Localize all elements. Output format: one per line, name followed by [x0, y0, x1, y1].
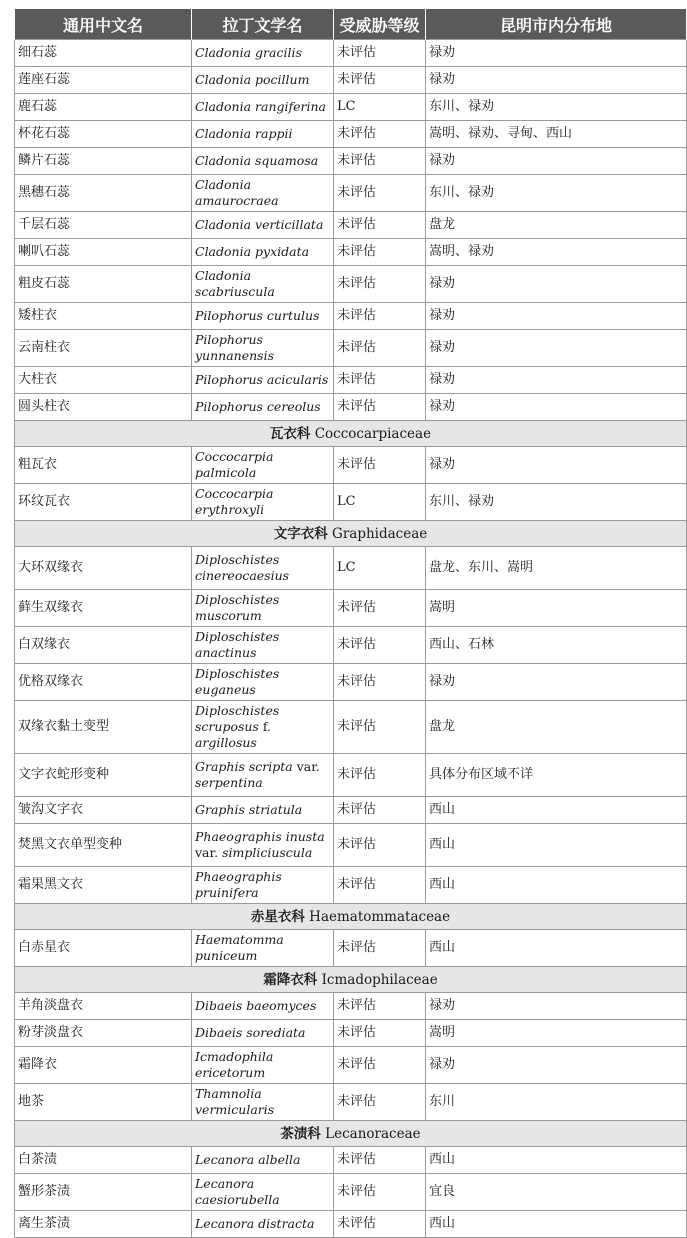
chinese-name-cell: 白赤星衣 — [15, 930, 192, 967]
chinese-name-cell: 白双缘衣 — [15, 627, 192, 664]
chinese-name-cell: 大环双缘衣 — [15, 547, 192, 590]
family-latin-name: Coccocarpiaceae — [314, 425, 432, 442]
latin-name-part: Diploschistes anactinus — [195, 629, 280, 660]
threat-level-cell: 未评估 — [334, 930, 426, 967]
latin-name-cell — [192, 1047, 334, 1084]
distribution-cell: 禄劝 — [426, 664, 687, 701]
latin-name-part: Cladonia squamosa — [195, 153, 319, 168]
table-row — [15, 303, 687, 330]
header-chinese-name: 通用中文名 — [15, 9, 192, 40]
latin-name-part: Cladonia scabriuscula — [195, 268, 275, 299]
distribution-cell: 盘龙、东川、嵩明 — [426, 547, 687, 590]
latin-name-cell — [192, 175, 334, 212]
family-chinese-name: 文字衣科 — [273, 525, 328, 542]
family-header — [15, 904, 687, 930]
latin-name-cell — [192, 547, 334, 590]
threat-level-cell: 未评估 — [334, 664, 426, 701]
threat-level-cell: 未评估 — [334, 867, 426, 904]
table-row — [15, 330, 687, 367]
latin-name-part: Coccocarpia palmicola — [195, 449, 274, 480]
distribution-cell: 禄劝 — [426, 330, 687, 367]
latin-name-part: Cladonia rappii — [195, 126, 293, 141]
distribution-cell: 东川、禄劝 — [426, 175, 687, 212]
chinese-name-cell: 矮柱衣 — [15, 303, 192, 330]
distribution-cell: 西山 — [426, 1147, 687, 1174]
latin-name-cell — [192, 701, 334, 754]
chinese-name-cell: 霜降衣 — [15, 1047, 192, 1084]
distribution-cell: 禄劝 — [426, 394, 687, 421]
table-row — [15, 67, 687, 94]
chinese-name-cell: 焚黑文衣单型变种 — [15, 824, 192, 867]
distribution-cell: 具体分布区域不详 — [426, 754, 687, 797]
chinese-name-cell: 粉芽淡盘衣 — [15, 1020, 192, 1047]
latin-name-cell — [192, 67, 334, 94]
latin-name-cell — [192, 40, 334, 67]
table-row — [15, 94, 687, 121]
latin-name-part: Cladonia pocillum — [195, 72, 310, 87]
latin-name-part: var. — [195, 845, 223, 860]
chinese-name-cell: 大柱衣 — [15, 367, 192, 394]
threat-level-cell: 未评估 — [334, 1020, 426, 1047]
threat-level-cell: 未评估 — [334, 148, 426, 175]
latin-name-cell — [192, 1211, 334, 1238]
chinese-name-cell: 粗皮石蕊 — [15, 266, 192, 303]
threat-level-cell: 未评估 — [334, 1174, 426, 1211]
threat-level-cell: 未评估 — [334, 303, 426, 330]
table-row — [15, 1047, 687, 1084]
threat-level-cell: 未评估 — [334, 40, 426, 67]
table-row — [15, 664, 687, 701]
distribution-cell: 西山 — [426, 930, 687, 967]
latin-name-part: Phaeographis pruinifera — [195, 869, 282, 900]
threat-level-cell: 未评估 — [334, 590, 426, 627]
latin-name-part: Cladonia verticillata — [195, 217, 324, 232]
latin-name-cell — [192, 212, 334, 239]
family-chinese-name: 茶渍科 — [280, 1125, 321, 1142]
latin-name-cell — [192, 867, 334, 904]
distribution-cell: 禄劝 — [426, 40, 687, 67]
latin-name-part: Pilophorus yunnanensis — [195, 332, 274, 363]
latin-name-cell — [192, 1174, 334, 1211]
latin-name-part: Thamnolia vermicularis — [195, 1086, 275, 1117]
table-row — [15, 867, 687, 904]
chinese-name-cell: 霜果黑文衣 — [15, 867, 192, 904]
threat-level-cell: 未评估 — [334, 754, 426, 797]
latin-name-cell — [192, 266, 334, 303]
threat-level-cell: 未评估 — [334, 824, 426, 867]
latin-name-cell — [192, 447, 334, 484]
species-table — [14, 9, 687, 1238]
distribution-cell: 盘龙 — [426, 212, 687, 239]
table-row — [15, 797, 687, 824]
chinese-name-cell: 蟹形茶渍 — [15, 1174, 192, 1211]
distribution-cell: 宜良 — [426, 1174, 687, 1211]
family-header — [15, 421, 687, 447]
latin-name-cell — [192, 930, 334, 967]
distribution-cell: 禄劝 — [426, 447, 687, 484]
threat-level-cell: 未评估 — [334, 1084, 426, 1121]
latin-name-cell — [192, 590, 334, 627]
threat-level-cell: 未评估 — [334, 67, 426, 94]
chinese-name-cell: 皱沟文字衣 — [15, 797, 192, 824]
chinese-name-cell: 优格双缘衣 — [15, 664, 192, 701]
table-row — [15, 993, 687, 1020]
latin-name-part: f. — [258, 719, 271, 734]
threat-level-cell: 未评估 — [334, 797, 426, 824]
distribution-cell: 西山 — [426, 797, 687, 824]
chinese-name-cell: 鹿石蕊 — [15, 94, 192, 121]
distribution-cell: 西山 — [426, 1211, 687, 1238]
distribution-cell: 西山 — [426, 867, 687, 904]
latin-name-cell — [192, 797, 334, 824]
latin-name-cell — [192, 121, 334, 148]
latin-name-cell — [192, 664, 334, 701]
threat-level-cell: 未评估 — [334, 394, 426, 421]
latin-name-part: Pilophorus cereolus — [195, 399, 321, 414]
threat-level-cell: LC — [334, 94, 426, 121]
table-row — [15, 447, 687, 484]
chinese-name-cell: 千层石蕊 — [15, 212, 192, 239]
threat-level-cell: 未评估 — [334, 266, 426, 303]
family-header — [15, 521, 687, 547]
latin-name-part: cinereocaesius — [195, 568, 290, 583]
chinese-name-cell: 羊角淡盘衣 — [15, 993, 192, 1020]
latin-name-cell — [192, 239, 334, 266]
family-header-row — [15, 1121, 687, 1147]
table-row — [15, 701, 687, 754]
latin-name-part: Coccocarpia erythroxyli — [195, 486, 274, 517]
distribution-cell: 东川 — [426, 1084, 687, 1121]
table-row — [15, 40, 687, 67]
table-row — [15, 547, 687, 590]
latin-name-cell — [192, 993, 334, 1020]
table-row — [15, 1147, 687, 1174]
distribution-cell: 盘龙 — [426, 701, 687, 754]
distribution-cell: 东川、禄劝 — [426, 94, 687, 121]
latin-name-part: Cladonia amaurocraea — [195, 177, 279, 208]
table-row — [15, 148, 687, 175]
family-latin-name: Graphidaceae — [332, 525, 428, 542]
chinese-name-cell: 文字衣蛇形变种 — [15, 754, 192, 797]
latin-name-part: Lecanora albella — [195, 1152, 301, 1167]
header-latin-name: 拉丁文学名 — [192, 9, 334, 40]
latin-name-part: Diploschistes muscorum — [195, 592, 280, 623]
latin-name-part: Diploschistes euganeus — [195, 666, 280, 697]
latin-name-cell — [192, 824, 334, 867]
table-row — [15, 824, 687, 867]
distribution-cell: 嵩明 — [426, 590, 687, 627]
chinese-name-cell: 粗瓦衣 — [15, 447, 192, 484]
latin-name-cell — [192, 1147, 334, 1174]
table-row — [15, 212, 687, 239]
chinese-name-cell: 圆头柱衣 — [15, 394, 192, 421]
family-latin-name: Lecanoraceae — [325, 1125, 421, 1142]
threat-level-cell: 未评估 — [334, 701, 426, 754]
table-header — [15, 9, 687, 40]
latin-name-part: Pilophorus curtulus — [195, 308, 320, 323]
family-chinese-name: 瓦衣科 — [269, 425, 311, 442]
distribution-cell: 禄劝 — [426, 303, 687, 330]
family-header-row — [15, 421, 687, 447]
latin-name-part: Lecanora caesiorubella — [195, 1176, 280, 1207]
distribution-cell: 禄劝 — [426, 367, 687, 394]
distribution-cell: 禄劝 — [426, 266, 687, 303]
distribution-cell: 西山 — [426, 824, 687, 867]
threat-level-cell: LC — [334, 547, 426, 590]
table-row — [15, 754, 687, 797]
distribution-cell: 禄劝 — [426, 67, 687, 94]
table-row — [15, 484, 687, 521]
table-row — [15, 367, 687, 394]
latin-name-part: Cladonia gracilis — [195, 45, 302, 60]
chinese-name-cell: 云南柱衣 — [15, 330, 192, 367]
table-row — [15, 394, 687, 421]
latin-name-part: argillosus — [195, 735, 257, 750]
chinese-name-cell: 杯花石蕊 — [15, 121, 192, 148]
threat-level-cell: 未评估 — [334, 175, 426, 212]
chinese-name-cell: 藓生双缘衣 — [15, 590, 192, 627]
latin-name-part: Cladonia rangiferina — [195, 99, 326, 114]
latin-name-part: serpentina — [195, 775, 263, 790]
threat-level-cell: 未评估 — [334, 367, 426, 394]
latin-name-part: Lecanora distracta — [195, 1216, 315, 1231]
chinese-name-cell: 细石蕊 — [15, 40, 192, 67]
chinese-name-cell: 莲座石蕊 — [15, 67, 192, 94]
threat-level-cell: 未评估 — [334, 212, 426, 239]
distribution-cell: 禄劝 — [426, 1047, 687, 1084]
latin-name-part: Icmadophila ericetorum — [195, 1049, 274, 1080]
chinese-name-cell: 环纹瓦衣 — [15, 484, 192, 521]
header-distribution: 昆明市内分布地 — [426, 9, 687, 40]
family-header — [15, 1121, 687, 1147]
family-header-row — [15, 904, 687, 930]
latin-name-cell — [192, 330, 334, 367]
latin-name-part: Dibaeis sorediata — [195, 1025, 306, 1040]
latin-name-cell — [192, 627, 334, 664]
latin-name-cell — [192, 754, 334, 797]
family-latin-name: Haematommataceae — [309, 908, 451, 925]
threat-level-cell: 未评估 — [334, 330, 426, 367]
table-row — [15, 175, 687, 212]
table-row — [15, 121, 687, 148]
latin-name-part: simpliciuscula — [222, 845, 313, 860]
distribution-cell: 西山、石林 — [426, 627, 687, 664]
chinese-name-cell: 白茶渍 — [15, 1147, 192, 1174]
distribution-cell: 禄劝 — [426, 148, 687, 175]
latin-name-cell — [192, 94, 334, 121]
threat-level-cell: 未评估 — [334, 1211, 426, 1238]
threat-level-cell: 未评估 — [334, 239, 426, 266]
chinese-name-cell: 地茶 — [15, 1084, 192, 1121]
table-row — [15, 627, 687, 664]
chinese-name-cell: 鳞片石蕊 — [15, 148, 192, 175]
table-row — [15, 1211, 687, 1238]
latin-name-part: Diploschistes — [195, 552, 280, 567]
threat-level-cell: 未评估 — [334, 447, 426, 484]
latin-name-cell — [192, 1020, 334, 1047]
latin-name-part: Cladonia pyxidata — [195, 244, 310, 259]
latin-name-cell — [192, 394, 334, 421]
table-row — [15, 590, 687, 627]
distribution-cell: 东川、禄劝 — [426, 484, 687, 521]
latin-name-part: Diploschistes — [195, 703, 280, 718]
latin-name-part: Pilophorus acicularis — [195, 372, 329, 387]
table-row — [15, 1174, 687, 1211]
family-header — [15, 967, 687, 993]
table-row — [15, 1020, 687, 1047]
threat-level-cell: 未评估 — [334, 1147, 426, 1174]
family-header-row — [15, 521, 687, 547]
latin-name-cell — [192, 148, 334, 175]
distribution-cell: 嵩明、禄劝、寻甸、西山 — [426, 121, 687, 148]
family-header-row — [15, 967, 687, 993]
distribution-cell: 禄劝 — [426, 993, 687, 1020]
header-threat-level: 受威胁等级 — [334, 9, 426, 40]
latin-name-part: Haematomma puniceum — [195, 932, 284, 963]
distribution-cell: 嵩明 — [426, 1020, 687, 1047]
latin-name-cell — [192, 303, 334, 330]
threat-level-cell: 未评估 — [334, 993, 426, 1020]
family-latin-name: Icmadophilaceae — [321, 971, 438, 988]
chinese-name-cell: 离生茶渍 — [15, 1211, 192, 1238]
latin-name-cell — [192, 367, 334, 394]
latin-name-part: var. — [292, 759, 320, 774]
chinese-name-cell: 双缘衣黏土变型 — [15, 701, 192, 754]
table-row — [15, 239, 687, 266]
family-chinese-name: 霜降衣科 — [263, 971, 318, 988]
threat-level-cell: 未评估 — [334, 1047, 426, 1084]
latin-name-part: Phaeographis inusta — [195, 829, 325, 844]
table-body — [15, 40, 687, 1238]
latin-name-part: scruposus — [195, 719, 259, 734]
chinese-name-cell: 黑穗石蕊 — [15, 175, 192, 212]
latin-name-part: Graphis scripta — [195, 759, 293, 774]
latin-name-cell — [192, 484, 334, 521]
latin-name-part: Dibaeis baeomyces — [195, 998, 317, 1013]
table-row — [15, 266, 687, 303]
family-chinese-name: 赤星衣科 — [250, 908, 305, 925]
table-row — [15, 930, 687, 967]
threat-level-cell: 未评估 — [334, 121, 426, 148]
threat-level-cell: 未评估 — [334, 627, 426, 664]
latin-name-part: Graphis striatula — [195, 802, 303, 817]
chinese-name-cell: 喇叭石蕊 — [15, 239, 192, 266]
distribution-cell: 嵩明、禄劝 — [426, 239, 687, 266]
threat-level-cell: LC — [334, 484, 426, 521]
